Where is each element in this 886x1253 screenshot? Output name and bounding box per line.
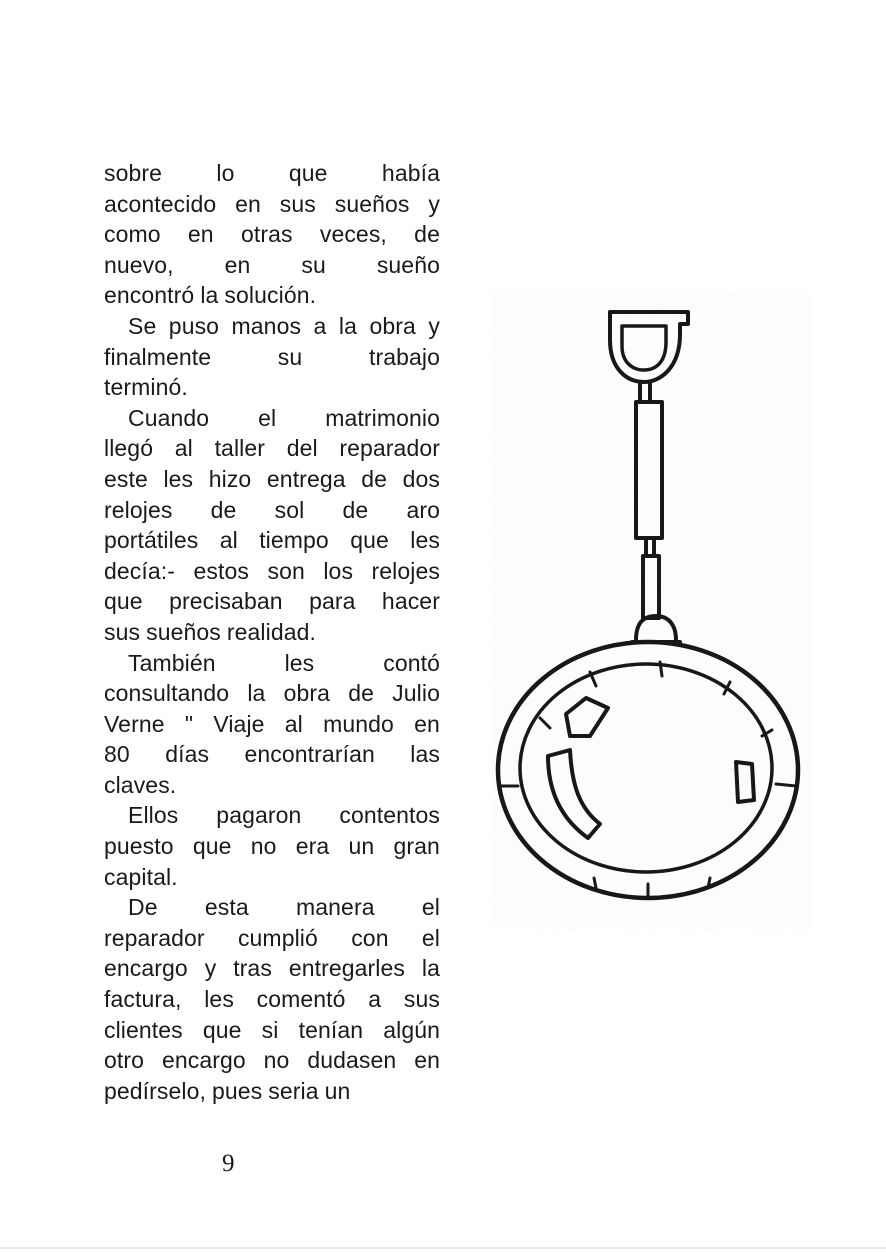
word: cumplió [237,924,318,951]
word: trabajo [368,343,440,370]
word: en [187,221,214,248]
text-line [104,495,440,526]
word: lo [216,160,235,186]
text-line [104,953,440,984]
word: el [258,404,277,431]
word: su [301,251,326,278]
word: Julio [392,680,440,707]
text-line [104,862,440,893]
word: Ellos [128,802,179,829]
ring-sundial-drawing-icon [490,290,810,930]
text-line [104,250,440,281]
word: estos [193,557,249,584]
word: También [128,649,216,676]
word: de [210,496,237,523]
word: matrimonio [325,404,440,431]
word: había [381,160,440,186]
word: en [224,251,251,278]
text-line [104,1015,440,1046]
word: hizo [208,465,252,492]
word: y [428,190,440,217]
word: factura, [104,986,182,1013]
word: a [313,312,327,339]
word: terminó. [104,374,188,401]
word: puso [168,312,220,339]
word: Viaje [213,710,265,737]
word: portátiles [104,527,199,554]
word: pues [212,1077,263,1104]
word: la [247,680,266,707]
word: reparador [339,435,440,462]
word: gran [393,833,440,860]
word: y [428,312,440,339]
text-line [104,739,440,770]
word: De [128,894,158,921]
word: al [174,435,193,462]
word: que [350,527,389,554]
word: comentó [256,986,346,1013]
word: sueños [334,190,410,217]
word: sueños [146,618,221,645]
word: su [277,343,303,370]
page-number: 9 [222,1150,235,1177]
word: capital. [104,863,178,890]
word: reparador [104,924,205,951]
word: sus [279,190,316,217]
word: hacer [381,588,440,615]
word: tiempo [259,527,329,554]
word: era [295,833,330,860]
word: dudasen [307,1047,397,1074]
word: de [361,465,387,492]
text-line [104,648,440,679]
word: consultando [104,680,230,707]
word: les [163,465,194,492]
text-line [104,617,440,648]
word: y [204,955,217,982]
word: de [342,496,369,523]
word: con [351,924,389,951]
word: encargo [161,1047,246,1074]
word: acontecido [104,190,217,217]
text-line [104,525,440,556]
word: otras [240,221,293,248]
text-line [104,189,440,220]
word: " [184,710,194,737]
word: la [338,312,357,339]
word: manera [296,894,375,921]
text-line [104,403,440,434]
word: Se [128,312,157,339]
word: realidad. [226,618,317,645]
word: seria [268,1077,319,1104]
word: sueño [376,251,440,278]
word: en [414,1047,440,1074]
word: les [204,986,234,1013]
word: un [348,833,375,860]
word: días [165,741,210,768]
word: este [104,465,148,492]
word: mundo [323,710,394,737]
text-line [104,556,440,587]
word: contó [383,649,440,676]
word: son [267,557,305,584]
text-line [104,770,440,801]
word: los [323,557,354,584]
word: en [414,710,440,737]
word: finalmente [104,343,212,370]
text-line [104,984,440,1015]
text-line [104,158,440,189]
word: decía:- [104,557,176,584]
word: al [219,527,238,554]
word: entregarles [288,955,405,982]
text-line [104,1045,440,1076]
word: manos [231,312,302,339]
word: que [288,160,328,186]
word: pagaron [216,802,302,829]
word: llegó [104,435,154,462]
word: otro [104,1047,145,1074]
body-text [104,158,440,1106]
word: algún [383,1016,440,1043]
text-line [104,280,440,311]
text-line [104,433,440,464]
text-line [104,1076,440,1107]
word: veces, [319,221,387,248]
word: la [421,955,440,982]
word: solución. [224,282,317,309]
word: a [368,986,382,1013]
word: de [414,221,440,248]
word: en [235,190,261,217]
word: sobre [104,160,163,186]
word: al [284,710,303,737]
word: aro [406,496,440,523]
text-line [104,342,440,373]
word: que [192,833,232,860]
word: el [421,894,440,921]
text-line [104,892,440,923]
word: taller [214,435,266,462]
word: les [410,527,440,554]
word: no [263,1047,290,1074]
word: claves. [104,771,177,798]
text-line [104,800,440,831]
word: nuevo, [104,251,174,278]
word: que [202,1016,242,1043]
word: pedírselo, [104,1077,207,1104]
text-line [104,464,440,495]
word: dos [402,465,440,492]
word: obra [283,680,331,707]
word: sol [274,496,305,523]
word: encontrarían [244,741,375,768]
word: obra [369,312,416,339]
word: que [104,588,143,615]
word: tenían [298,1016,364,1043]
text-line [104,372,440,403]
word: del [286,435,318,462]
word: relojes [104,496,173,523]
word: esta [204,894,249,921]
word: relojes [371,557,440,584]
word: no [250,833,277,860]
word: puesto [104,833,174,860]
word: las [410,741,440,768]
word: 80 [104,741,130,768]
text-line [104,678,440,709]
text-line [104,586,440,617]
word: Cuando [128,404,210,431]
word: entrega [266,465,346,492]
word: contentos [339,802,440,829]
word: la [200,282,219,309]
word: les [284,649,315,676]
word: clientes [104,1016,183,1043]
text-line [104,219,440,250]
text-line [104,709,440,740]
text-line [104,923,440,954]
word: precisaban [169,588,283,615]
word: tras [233,955,272,982]
word: encargo [104,955,188,982]
word: un [324,1077,351,1104]
word: si [261,1016,279,1043]
word: para [309,588,356,615]
text-line [104,831,440,862]
word: como [104,221,161,248]
word: encontró [104,282,195,309]
word: sus [403,986,440,1013]
word: sus [104,618,141,645]
word: de [348,680,374,707]
word: Verne [104,710,165,737]
scan-edge-line [0,1247,886,1249]
text-line [104,311,440,342]
word: el [421,924,440,951]
